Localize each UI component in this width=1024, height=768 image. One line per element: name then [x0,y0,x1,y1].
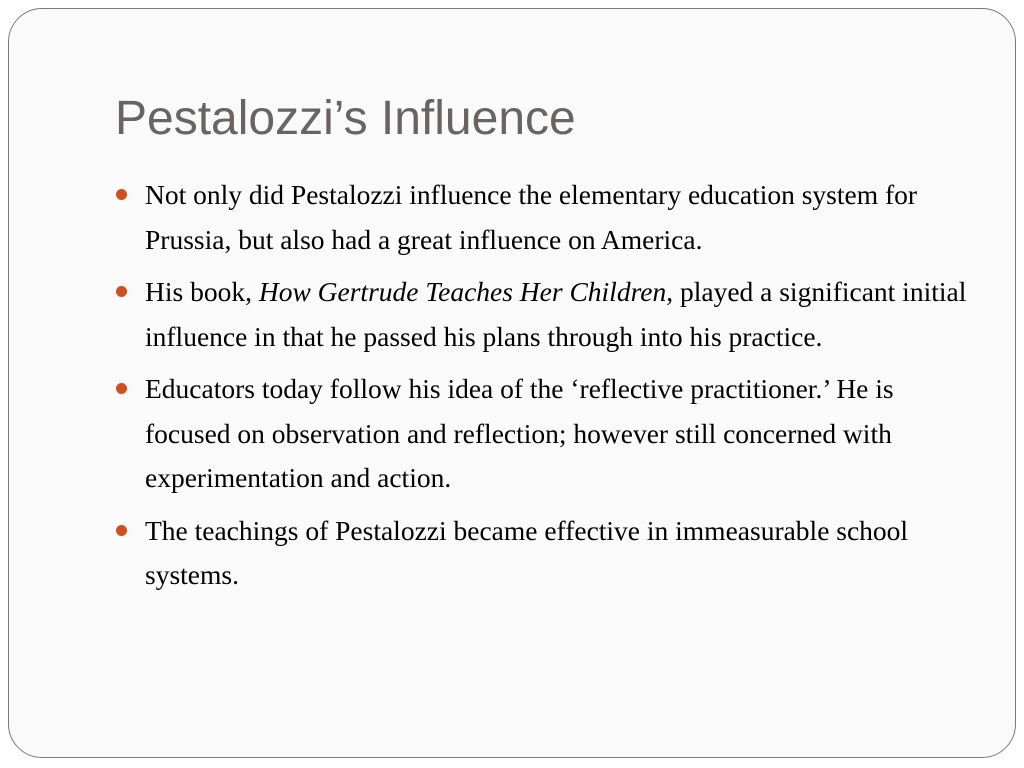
bullet-text-before: His book, [145,276,259,307]
book-title: How Gertrude Teaches Her Children [258,276,667,307]
bullet-text: The teachings of Pestalozzi became effective in immeasurable school systems. [145,514,909,590]
bullet-list [114,173,974,606]
bullet-item [114,509,974,598]
bullet-item [114,173,974,262]
slide-title: Pestalozzi’s Influence [115,92,576,145]
slide [8,8,1016,758]
bullet-item [114,367,974,501]
bullet-text-after: , played a significant initial influence in that he passed his plans through into his practice. [145,276,967,352]
bullet-dot-icon [116,525,127,536]
bullet-text: Educators today follow his idea of the ‘reflective practitioner.’ He is focused on observation and reflection; however still concerned with experimentation and action. [145,373,894,493]
bullet-text: Not only did Pestalozzi influence the elementary education system for Prussia, but also had a great influence on America. [145,179,918,255]
bullet-item [114,270,974,359]
bullet-dot-icon [116,189,127,200]
bullet-dot-icon [116,383,127,394]
bullet-dot-icon [116,286,127,297]
